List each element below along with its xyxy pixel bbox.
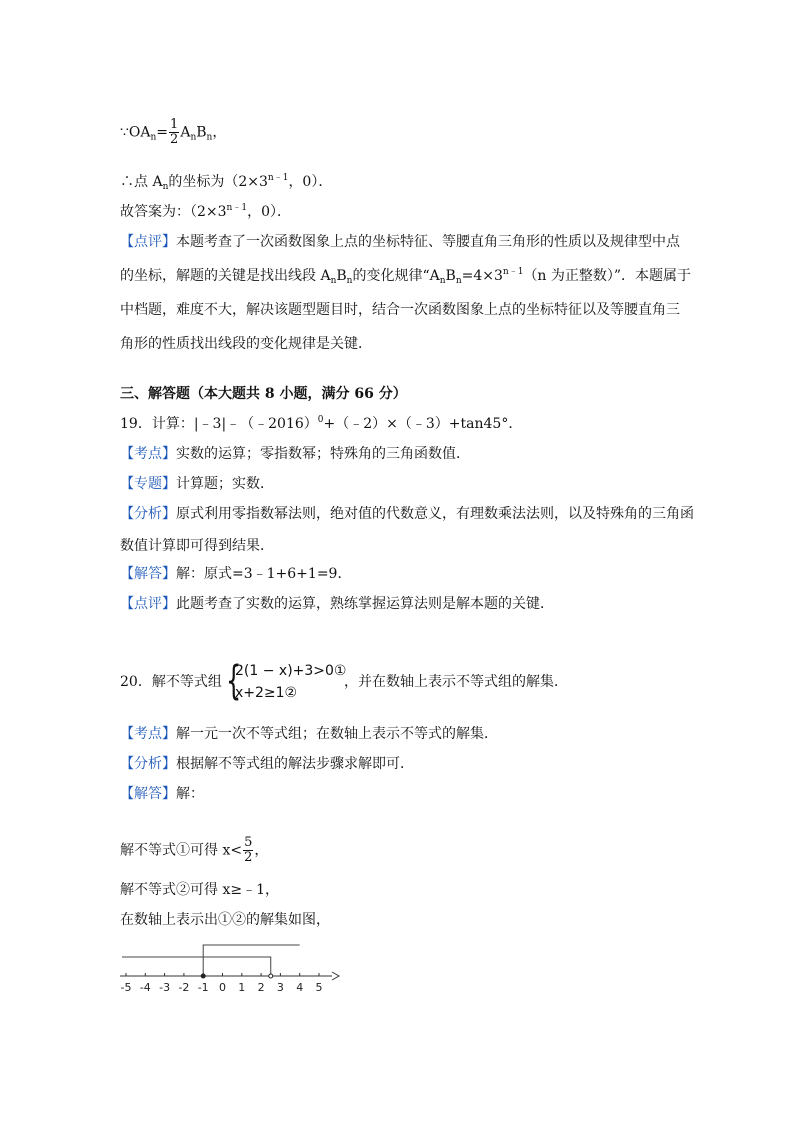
text: B (196, 124, 207, 141)
text: 的变化规律“A (352, 268, 440, 284)
text: 故答案为：（2×3 (120, 204, 227, 220)
line-comment-4: 角形的性质找出线段的变化规律是关键． (120, 336, 372, 352)
text: ，0）． (247, 204, 291, 220)
q19-solution (120, 564, 351, 584)
q20-solution (120, 784, 204, 804)
numerator: 5 (244, 835, 253, 850)
arrow-icon (332, 972, 339, 980)
subscript: n (346, 276, 353, 286)
text: 实数的运算；零指数幂；特殊角的三角函数值． (176, 446, 470, 462)
endpoint-open (269, 974, 273, 978)
text: 20．解不等式组 (120, 674, 222, 690)
tick-label: 3 (276, 981, 284, 994)
q19-category (120, 474, 274, 494)
q19-analysis (120, 504, 694, 524)
line-oa-relation (120, 118, 226, 147)
tick-label: -2 (178, 981, 190, 994)
q20-analysis (120, 754, 414, 774)
text: 的坐标为（2×3 (168, 174, 268, 190)
text: 计算题；实数． (176, 476, 274, 492)
tick-label: -5 (120, 981, 132, 994)
fraction-one-half (169, 118, 179, 147)
superscript: n﹣1 (502, 267, 524, 277)
tick-label: 2 (257, 981, 265, 994)
subscript: n (330, 276, 337, 286)
text: 19．计算：|﹣3|﹣（﹣2016） (120, 416, 318, 432)
question-19 (120, 414, 522, 434)
subscript: n (439, 276, 446, 286)
text: ∵OA (120, 124, 151, 141)
text: ，0）． (288, 174, 333, 190)
superscript: n﹣1 (226, 203, 248, 213)
step-3: 在数轴上表示出①②的解集如图， (120, 912, 330, 928)
text: 原式利用零指数幂法则，绝对值的代数意义，有理数乘法法则，以及特殊角的三角函 (176, 506, 694, 522)
analysis-tag: 【分析】 (120, 756, 176, 772)
solution-tag: 【解答】 (120, 566, 176, 582)
category-tag: 【专题】 (120, 476, 176, 492)
tick-label: 0 (219, 981, 226, 994)
text: ∴点 A (120, 174, 163, 190)
text: 解： (176, 786, 204, 802)
text: 此题考查了实数的运算，熟练掌握运算法则是解本题的关键． (176, 596, 554, 612)
q19-topic (120, 444, 470, 464)
text: B (336, 268, 347, 284)
tick-label: 4 (296, 981, 304, 994)
inequality-2: x+2≥1② (235, 685, 298, 701)
solution-tag: 【解答】 (120, 786, 176, 802)
analysis-tag: 【分析】 (120, 506, 176, 522)
number-line-group (120, 945, 339, 994)
text: 的坐标，解题的关键是找出线段 A (120, 268, 331, 284)
subscript: n (455, 276, 462, 286)
q20-topic (120, 724, 498, 744)
subscript: n (162, 182, 169, 192)
tick-label: -3 (159, 981, 171, 994)
text: =4×3 (461, 268, 503, 284)
line-comment-2 (120, 266, 691, 286)
question-20 (120, 672, 222, 692)
line-answer (120, 202, 291, 222)
text: 本题考查了一次函数图象上点的坐标特征、等腰直角三角形的性质以及规律型中点 (176, 234, 680, 250)
topic-tag: 【考点】 (120, 726, 176, 742)
numerator: 1 (170, 117, 179, 132)
text: 根据解不等式组的解法步骤求解即可． (176, 756, 414, 772)
text: 解一元一次不等式组；在数轴上表示不等式的解集． (176, 726, 498, 742)
text: 解不等式①可得 x< (120, 842, 243, 859)
text: 解：原式=3﹣1+6+1=9． (176, 566, 352, 582)
tick-label: 5 (315, 981, 323, 994)
section-heading: 三、解答题（本大题共 8 小题，满分 66 分） (120, 386, 407, 402)
fraction-five-halves (243, 836, 253, 865)
tick-label: -4 (139, 981, 151, 994)
denominator: 2 (170, 132, 179, 147)
subscript: n (190, 132, 197, 143)
superscript: n﹣1 (267, 173, 289, 183)
text: = (156, 124, 169, 141)
text: （n 为正整数）”．本题属于 (523, 268, 692, 284)
endpoint-closed (201, 974, 205, 978)
comment-tag: 【点评】 (120, 234, 176, 250)
inequality-1: 2(1 − x)+3>0① (235, 663, 347, 679)
subscript: n (206, 132, 213, 143)
text: A (180, 124, 191, 141)
tick-label: 1 (238, 981, 246, 994)
text: B (445, 268, 456, 284)
tick-label: -1 (197, 981, 209, 994)
text: +（﹣2）×（﹣3）+tan45°． (323, 416, 523, 432)
brace-icon: { (226, 658, 242, 704)
range-line-ge-neg1 (203, 945, 300, 976)
q19-comment (120, 594, 554, 614)
line-point-coordinate (120, 172, 332, 192)
inequality-system (226, 660, 346, 706)
line-comment-1 (120, 232, 680, 252)
step-2: 解不等式②可得 x≥﹣1， (120, 882, 279, 898)
question-20-tail: ，并在数轴上表示不等式组的解集． (344, 674, 568, 690)
text: ， (254, 842, 269, 859)
topic-tag: 【考点】 (120, 446, 176, 462)
q19-analysis-2: 数值计算即可得到结果． (120, 538, 274, 554)
text: ， (212, 124, 227, 141)
comment-tag: 【点评】 (120, 596, 176, 612)
step-1 (120, 836, 268, 865)
range-line-lt-5-2 (122, 957, 271, 976)
subscript: n (150, 132, 157, 143)
denominator: 2 (244, 850, 253, 865)
number-line-figure (118, 938, 343, 998)
superscript: 0 (317, 415, 324, 425)
line-comment-3: 中档题，难度不大，解决该题型题目时，结合一次函数图象上点的坐标特征以及等腰直角三 (120, 302, 680, 318)
